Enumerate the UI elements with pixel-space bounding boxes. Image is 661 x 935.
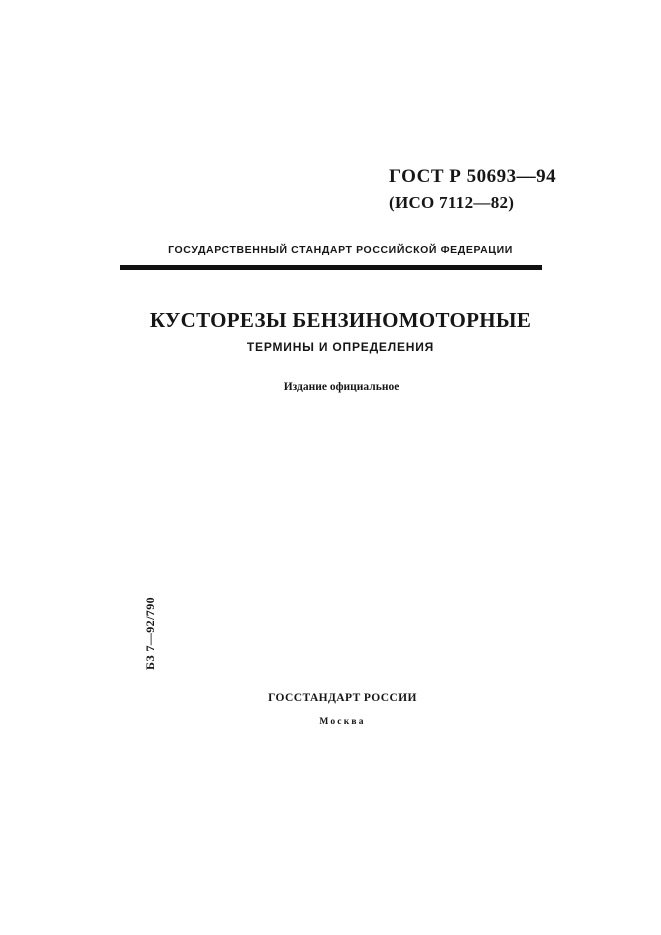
document-title: КУСТОРЕЗЫ БЕНЗИНОМОТОРНЫЕ (149, 308, 532, 332)
publisher-city: Москва (319, 717, 366, 727)
iso-number: (ИСО 7112—82) (389, 193, 515, 212)
document-subtitle: ТЕРМИНЫ И ОПРЕДЕЛЕНИЯ (246, 340, 435, 354)
heading-divider (120, 265, 542, 270)
side-code: БЗ 7—92/790 (143, 596, 157, 670)
publisher: ГОССТАНДАРТ РОССИИ (268, 692, 417, 704)
edition-note: Издание официальное (283, 381, 400, 393)
state-standard-heading: ГОСУДАРСТВЕННЫЙ СТАНДАРТ РОССИЙСКОЙ ФЕДЕРАЦИИ (168, 244, 513, 256)
gost-number: ГОСТ Р 50693—94 (389, 166, 557, 187)
